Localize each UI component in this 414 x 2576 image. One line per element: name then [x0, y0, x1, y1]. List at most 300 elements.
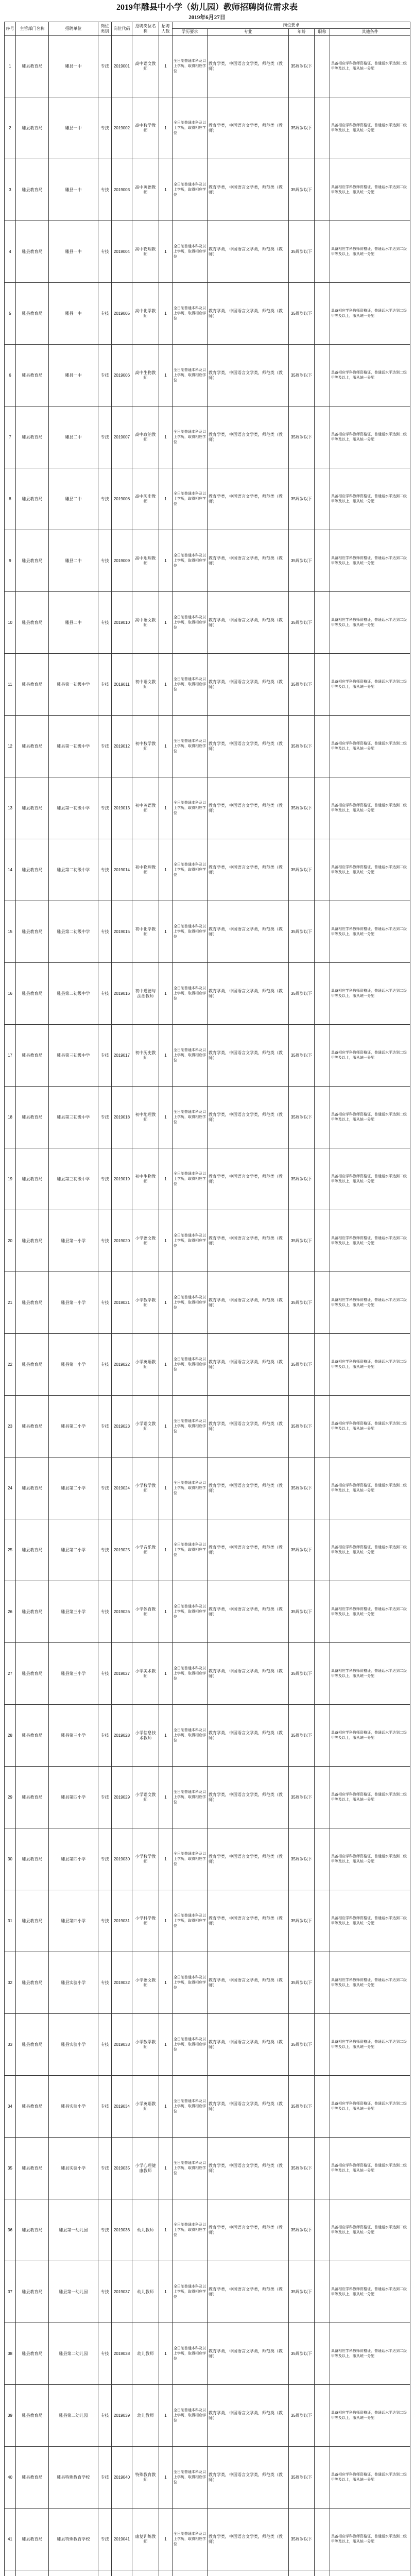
cell-dept: 雕县教育局	[16, 221, 49, 283]
cell-title	[315, 345, 330, 406]
cell-post: 小学英语教师	[132, 2076, 159, 2138]
table-row	[5, 1334, 410, 1396]
cell-count: 1	[159, 468, 173, 530]
cell-unit: 雕县第四小学	[49, 1828, 98, 1890]
cell-no: 11	[5, 654, 16, 716]
table-row	[5, 839, 410, 901]
table-row	[5, 345, 410, 406]
cell-category: 专技	[98, 2509, 112, 2570]
cell-age: 35周岁以下	[289, 283, 315, 345]
cell-count: 1	[159, 1396, 173, 1458]
cell-education: 全日制普通本科及以上学历，取得相应学位	[173, 2199, 208, 2261]
cell-category	[98, 2570, 112, 2576]
cell-count: 1	[159, 592, 173, 654]
cell-post: 初中生物教师	[132, 1148, 159, 1210]
cell-education: 全日制普通本科及以上学历，取得相应学位	[173, 592, 208, 654]
cell-dept: 雕县教育局	[16, 2323, 49, 2385]
cell-category: 专技	[98, 1334, 112, 1396]
table-row	[5, 2323, 410, 2385]
cell-category: 专技	[98, 1148, 112, 1210]
cell-post: 小学美术教师	[132, 1643, 159, 1705]
cell-code: 2019031	[112, 1890, 132, 1952]
cell-dept: 雕县教育局	[16, 2509, 49, 2570]
cell-code: 2019025	[112, 1519, 132, 1581]
cell-post: 幼儿教师	[132, 2323, 159, 2385]
cell-code: 2019004	[112, 221, 132, 283]
cell-education: 全日制普通本科及以上学历，取得相应学位	[173, 97, 208, 159]
cell-unit: 雕县第三小学	[49, 1643, 98, 1705]
table-row	[5, 1458, 410, 1519]
cell-no: 21	[5, 1272, 16, 1334]
cell-unit: 雕县第一小学	[49, 1210, 98, 1272]
cell-other: 具备相应学科教师资格证，普通话水平达到二级甲等及以上，服从统一分配	[330, 2261, 410, 2323]
cell-unit: 雕县第一小学	[49, 1272, 98, 1334]
cell-education: 全日制普通本科及以上学历，取得相应学位	[173, 1396, 208, 1458]
cell-age: 35周岁以下	[289, 1025, 315, 1087]
cell-code: 2019035	[112, 2138, 132, 2199]
cell-no: 2	[5, 97, 16, 159]
cell-major: 教育学类，中国语言文学类，师范类（教师）	[208, 1148, 289, 1210]
cell-post: 康复训练教师	[132, 2509, 159, 2570]
cell-other: 具备相应学科教师资格证，普通话水平达到二级甲等及以上，服从统一分配	[330, 2323, 410, 2385]
cell-no: 33	[5, 2014, 16, 2076]
cell-major: 教育学类，中国语言文学类，师范类（教师）	[208, 1087, 289, 1148]
cell-count: 1	[159, 1767, 173, 1828]
cell-unit: 雕县第一幼儿园	[49, 2199, 98, 2261]
cell-no: 10	[5, 592, 16, 654]
cell-other: 具备相应学科教师资格证，普通话水平达到二级甲等及以上，服从统一分配	[330, 654, 410, 716]
cell-education: 全日制普通本科及以上学历，取得相应学位	[173, 1767, 208, 1828]
cell-dept: 雕县教育局	[16, 1396, 49, 1458]
cell-dept: 雕县教育局	[16, 468, 49, 530]
table-row	[5, 2447, 410, 2509]
cell-unit	[49, 2570, 98, 2576]
cell-other: 具备相应学科教师资格证，普通话水平达到二级甲等及以上，服从统一分配	[330, 1087, 410, 1148]
cell-category: 专技	[98, 2385, 112, 2447]
cell-post: 幼儿教师	[132, 2199, 159, 2261]
cell-age	[289, 2570, 315, 2576]
cell-unit: 雕县一中	[49, 221, 98, 283]
table-row	[5, 1767, 410, 1828]
cell-no: 14	[5, 839, 16, 901]
cell-no: 37	[5, 2261, 16, 2323]
cell-dept: 雕县教育局	[16, 1890, 49, 1952]
cell-category: 专技	[98, 345, 112, 406]
cell-title	[315, 97, 330, 159]
table-row	[5, 901, 410, 963]
cell-category: 专技	[98, 2014, 112, 2076]
cell-other: 具备相应学科教师资格证，普通话水平达到二级甲等及以上，服从统一分配	[330, 1952, 410, 2014]
cell-dept: 雕县教育局	[16, 2447, 49, 2509]
table-row	[5, 777, 410, 839]
cell-unit: 雕县第二小学	[49, 1458, 98, 1519]
cell-dept: 雕县教育局	[16, 1952, 49, 2014]
cell-category: 专技	[98, 1952, 112, 2014]
cell-unit: 雕县实验小学	[49, 2138, 98, 2199]
table-row	[5, 2138, 410, 2199]
cell-category: 专技	[98, 1025, 112, 1087]
cell-age: 35周岁以下	[289, 2447, 315, 2509]
cell-no: 28	[5, 1705, 16, 1767]
cell-education: 全日制普通本科及以上学历，取得相应学位	[173, 654, 208, 716]
cell-count: 1	[159, 1828, 173, 1890]
cell-category: 专技	[98, 1581, 112, 1643]
cell-title	[315, 1767, 330, 1828]
cell-dept: 雕县教育局	[16, 2199, 49, 2261]
cell-no: 30	[5, 1828, 16, 1890]
cell-other: 具备相应学科教师资格证，普通话水平达到二级甲等及以上，服从统一分配	[330, 716, 410, 777]
cell-education: 全日制普通本科及以上学历，取得相应学位	[173, 283, 208, 345]
cell-post: 小学英语教师	[132, 1334, 159, 1396]
cell-category: 专技	[98, 2076, 112, 2138]
cell-category: 专技	[98, 2138, 112, 2199]
cell-no: 18	[5, 1087, 16, 1148]
cell-no: 8	[5, 468, 16, 530]
cell-title	[315, 2014, 330, 2076]
cell-age: 35周岁以下	[289, 2323, 315, 2385]
cell-title	[315, 1087, 330, 1148]
cell-no: 13	[5, 777, 16, 839]
cell-no: 40	[5, 2447, 16, 2509]
cell-dept: 雕县教育局	[16, 1272, 49, 1334]
cell-post: 小学数学教师	[132, 2014, 159, 2076]
table-row	[5, 716, 410, 777]
table-row	[5, 221, 410, 283]
cell-category: 专技	[98, 468, 112, 530]
recruitment-table	[4, 22, 410, 2576]
cell-post: 小学语文教师	[132, 1396, 159, 1458]
cell-major: 教育学类，中国语言文学类，师范类（教师）	[208, 159, 289, 221]
cell-count: 1	[159, 2385, 173, 2447]
cell-age: 35周岁以下	[289, 1458, 315, 1519]
col-header-education: 学历要求	[173, 29, 208, 36]
cell-no: 9	[5, 530, 16, 592]
cell-other: 具备相应学科教师资格证，普通话水平达到二级甲等及以上，服从统一分配	[330, 1148, 410, 1210]
cell-major: 教育学类，中国语言文学类，师范类（教师）	[208, 2323, 289, 2385]
cell-code: 2019001	[112, 36, 132, 97]
cell-post: 高中数学教师	[132, 97, 159, 159]
cell-age: 35周岁以下	[289, 1148, 315, 1210]
cell-unit: 雕县实验小学	[49, 2076, 98, 2138]
cell-count: 1	[159, 283, 173, 345]
cell-dept: 雕县教育局	[16, 1025, 49, 1087]
cell-major: 教育学类，中国语言文学类，师范类（教师）	[208, 530, 289, 592]
table-row	[5, 1210, 410, 1272]
cell-category: 专技	[98, 1890, 112, 1952]
cell-title	[315, 1890, 330, 1952]
cell-title	[315, 2261, 330, 2323]
cell-unit: 雕县第二小学	[49, 1396, 98, 1458]
col-header-other: 其他条件	[330, 29, 410, 36]
table-row	[5, 2199, 410, 2261]
table-row	[5, 1705, 410, 1767]
cell-education: 全日制普通本科及以上学历，取得相应学位	[173, 1025, 208, 1087]
cell-title	[315, 221, 330, 283]
cell-no: 41	[5, 2509, 16, 2570]
cell-post: 小学语文教师	[132, 1952, 159, 2014]
cell-no: 29	[5, 1767, 16, 1828]
cell-post: 幼儿教师	[132, 2261, 159, 2323]
cell-category: 专技	[98, 654, 112, 716]
cell-age: 35周岁以下	[289, 1767, 315, 1828]
cell-age: 35周岁以下	[289, 1087, 315, 1148]
cell-post: 小学数学教师	[132, 1458, 159, 1519]
table-row	[5, 2570, 410, 2576]
cell-no: 22	[5, 1334, 16, 1396]
cell-age: 35周岁以下	[289, 97, 315, 159]
cell-age: 35周岁以下	[289, 468, 315, 530]
cell-category: 专技	[98, 716, 112, 777]
cell-count: 1	[159, 1148, 173, 1210]
cell-post: 高中政治教师	[132, 406, 159, 468]
cell-education: 全日制普通本科及以上学历，取得相应学位	[173, 2014, 208, 2076]
document-title: 2019年雕县中小学（幼儿园）教师招聘岗位需求表	[116, 3, 298, 12]
cell-education: 全日制普通本科及以上学历，取得相应学位	[173, 1581, 208, 1643]
cell-title	[315, 2199, 330, 2261]
cell-education: 全日制普通本科及以上学历，取得相应学位	[173, 1643, 208, 1705]
cell-major: 教育学类，中国语言文学类，师范类（教师）	[208, 654, 289, 716]
cell-unit: 雕县第二小学	[49, 1519, 98, 1581]
cell-code: 2019041	[112, 2509, 132, 2570]
cell-education: 全日制普通本科及以上学历，取得相应学位	[173, 468, 208, 530]
cell-category: 专技	[98, 1767, 112, 1828]
cell-major: 教育学类，中国语言文学类，师范类（教师）	[208, 1828, 289, 1890]
cell-education: 全日制普通本科及以上学历，取得相应学位	[173, 963, 208, 1025]
cell-other: 具备相应学科教师资格证，普通话水平达到二级甲等及以上，服从统一分配	[330, 1334, 410, 1396]
cell-other: 具备相应学科教师资格证，普通话水平达到二级甲等及以上，服从统一分配	[330, 2014, 410, 2076]
cell-no: 26	[5, 1581, 16, 1643]
cell-category: 专技	[98, 963, 112, 1025]
cell-age: 35周岁以下	[289, 406, 315, 468]
cell-other: 具备相应学科教师资格证，普通话水平达到二级甲等及以上，服从统一分配	[330, 1272, 410, 1334]
cell-major: 教育学类，中国语言文学类，师范类（教师）	[208, 777, 289, 839]
table-row	[5, 97, 410, 159]
cell-education: 全日制普通本科及以上学历，取得相应学位	[173, 2447, 208, 2509]
table-row	[5, 1643, 410, 1705]
cell-age: 35周岁以下	[289, 1210, 315, 1272]
cell-dept	[16, 2570, 49, 2576]
cell-code: 2019005	[112, 283, 132, 345]
col-header-category: 岗位类别	[98, 22, 112, 36]
cell-unit: 雕县第二初级中学	[49, 963, 98, 1025]
cell-age: 35周岁以下	[289, 777, 315, 839]
cell-category: 专技	[98, 1272, 112, 1334]
cell-dept: 雕县教育局	[16, 406, 49, 468]
cell-other: 具备相应学科教师资格证，普通话水平达到二级甲等及以上，服从统一分配	[330, 1643, 410, 1705]
cell-title	[315, 963, 330, 1025]
cell-education: 全日制普通本科及以上学历，取得相应学位	[173, 1519, 208, 1581]
cell-major: 教育学类，中国语言文学类，师范类（教师）	[208, 468, 289, 530]
table-row	[5, 1025, 410, 1087]
cell-category: 专技	[98, 1087, 112, 1148]
cell-unit: 雕县特殊教育学校	[49, 2509, 98, 2570]
cell-unit: 雕县一中	[49, 345, 98, 406]
cell-post: 高中英语教师	[132, 159, 159, 221]
cell-major: 教育学类，中国语言文学类，师范类（教师）	[208, 1890, 289, 1952]
cell-age: 35周岁以下	[289, 1581, 315, 1643]
cell-title	[315, 1272, 330, 1334]
cell-post: 初中物理教师	[132, 839, 159, 901]
cell-other: 具备相应学科教师资格证，普通话水平达到二级甲等及以上，服从统一分配	[330, 1210, 410, 1272]
table-row	[5, 1519, 410, 1581]
cell-count: 1	[159, 963, 173, 1025]
cell-unit: 雕县实验小学	[49, 2014, 98, 2076]
cell-dept: 雕县教育局	[16, 530, 49, 592]
cell-count: 1	[159, 1519, 173, 1581]
cell-count: 1	[159, 2509, 173, 2570]
col-header-title: 职称	[315, 29, 330, 36]
cell-other: 具备相应学科教师资格证，普通话水平达到二级甲等及以上，服从统一分配	[330, 2138, 410, 2199]
col-header-dept: 主管部门名称	[16, 22, 49, 36]
cell-major: 教育学类，中国语言文学类，师范类（教师）	[208, 716, 289, 777]
cell-unit: 雕县二中	[49, 406, 98, 468]
col-header-unit: 招聘单位	[49, 22, 98, 36]
cell-count: 1	[159, 2076, 173, 2138]
cell-unit: 雕县第三小学	[49, 1705, 98, 1767]
cell-code: 2019012	[112, 716, 132, 777]
cell-dept: 雕县教育局	[16, 1087, 49, 1148]
cell-education: 全日制普通本科及以上学历，取得相应学位	[173, 2509, 208, 2570]
cell-title	[315, 530, 330, 592]
cell-title	[315, 1334, 330, 1396]
cell-unit: 雕县第三初级中学	[49, 1148, 98, 1210]
cell-category: 专技	[98, 1458, 112, 1519]
cell-other: 具备相应学科教师资格证，普通话水平达到二级甲等及以上，服从统一分配	[330, 1458, 410, 1519]
cell-category: 专技	[98, 2199, 112, 2261]
cell-education: 全日制普通本科及以上学历，取得相应学位	[173, 1890, 208, 1952]
cell-unit: 雕县实验小学	[49, 1952, 98, 2014]
cell-title	[315, 716, 330, 777]
cell-no: 17	[5, 1025, 16, 1087]
table-row	[5, 1952, 410, 2014]
cell-unit: 雕县第二初级中学	[49, 901, 98, 963]
col-header-count: 招聘人数	[159, 22, 173, 36]
cell-category: 专技	[98, 406, 112, 468]
cell-title	[315, 1952, 330, 2014]
cell-other: 具备相应学科教师资格证，普通话水平达到二级甲等及以上，服从统一分配	[330, 1767, 410, 1828]
cell-code: 2019023	[112, 1396, 132, 1458]
cell-major: 教育学类，中国语言文学类，师范类（教师）	[208, 1952, 289, 2014]
cell-post: 初中数学教师	[132, 716, 159, 777]
cell-dept: 雕县教育局	[16, 2014, 49, 2076]
cell-post: 小学数学教师	[132, 1272, 159, 1334]
cell-code: 2019011	[112, 654, 132, 716]
cell-dept: 雕县教育局	[16, 716, 49, 777]
table-row	[5, 2509, 410, 2570]
cell-education: 全日制普通本科及以上学历，取得相应学位	[173, 2261, 208, 2323]
table-row	[5, 654, 410, 716]
cell-education: 全日制普通本科及以上学历，取得相应学位	[173, 2385, 208, 2447]
cell-code: 2019027	[112, 1643, 132, 1705]
cell-age: 35周岁以下	[289, 839, 315, 901]
cell-no: 25	[5, 1519, 16, 1581]
cell-count: 1	[159, 1025, 173, 1087]
cell-post: 高中语文教师	[132, 592, 159, 654]
cell-post: 高中化学教师	[132, 283, 159, 345]
cell-code: 2019026	[112, 1581, 132, 1643]
cell-count: 1	[159, 1952, 173, 2014]
cell-age: 35周岁以下	[289, 2199, 315, 2261]
cell-education: 全日制普通本科及以上学历，取得相应学位	[173, 2076, 208, 2138]
cell-age: 35周岁以下	[289, 1334, 315, 1396]
cell-other: 具备相应学科教师资格证，普通话水平达到二级甲等及以上，服从统一分配	[330, 1705, 410, 1767]
cell-major: 教育学类，中国语言文学类，师范类（教师）	[208, 839, 289, 901]
cell-code	[112, 2570, 132, 2576]
cell-code: 2019003	[112, 159, 132, 221]
cell-other: 具备相应学科教师资格证，普通话水平达到二级甲等及以上，服从统一分配	[330, 2447, 410, 2509]
cell-dept: 雕县教育局	[16, 839, 49, 901]
cell-category: 专技	[98, 1210, 112, 1272]
cell-other: 具备相应学科教师资格证，普通话水平达到二级甲等及以上，服从统一分配	[330, 839, 410, 901]
cell-education: 全日制普通本科及以上学历，取得相应学位	[173, 2323, 208, 2385]
cell-age: 35周岁以下	[289, 716, 315, 777]
cell-unit: 雕县第二初级中学	[49, 839, 98, 901]
cell-unit: 雕县第三初级中学	[49, 1025, 98, 1087]
cell-no: 32	[5, 1952, 16, 2014]
cell-unit: 雕县第四小学	[49, 1767, 98, 1828]
cell-code: 2019028	[112, 1705, 132, 1767]
cell-code: 2019021	[112, 1272, 132, 1334]
cell-code: 2019034	[112, 2076, 132, 2138]
cell-age: 35周岁以下	[289, 1705, 315, 1767]
cell-code: 2019037	[112, 2261, 132, 2323]
cell-major: 教育学类，中国语言文学类，师范类（教师）	[208, 221, 289, 283]
cell-dept: 雕县教育局	[16, 1767, 49, 1828]
cell-age: 35周岁以下	[289, 2385, 315, 2447]
cell-title	[315, 1519, 330, 1581]
cell-dept: 雕县教育局	[16, 36, 49, 97]
cell-dept: 雕县教育局	[16, 2385, 49, 2447]
cell-title	[315, 654, 330, 716]
cell-major: 教育学类，中国语言文学类，师范类（教师）	[208, 1458, 289, 1519]
cell-education: 全日制普通本科及以上学历，取得相应学位	[173, 1458, 208, 1519]
cell-education: 全日制普通本科及以上学历，取得相应学位	[173, 1705, 208, 1767]
cell-post: 小学语文教师	[132, 1210, 159, 1272]
cell-other: 具备相应学科教师资格证，普通话水平达到二级甲等及以上，服从统一分配	[330, 1396, 410, 1458]
cell-unit: 雕县第二幼儿园	[49, 2385, 98, 2447]
cell-code: 2019036	[112, 2199, 132, 2261]
cell-other: 具备相应学科教师资格证，普通话水平达到二级甲等及以上，服从统一分配	[330, 777, 410, 839]
table-row	[5, 2385, 410, 2447]
cell-category: 专技	[98, 221, 112, 283]
cell-title	[315, 777, 330, 839]
cell-other: 具备相应学科教师资格证，普通话水平达到二级甲等及以上，服从统一分配	[330, 530, 410, 592]
cell-count: 1	[159, 221, 173, 283]
cell-title	[315, 1210, 330, 1272]
cell-code: 2019018	[112, 1087, 132, 1148]
cell-post: 幼儿教师	[132, 2385, 159, 2447]
cell-count: 1	[159, 2138, 173, 2199]
cell-other: 具备相应学科教师资格证，普通话水平达到二级甲等及以上，服从统一分配	[330, 2199, 410, 2261]
cell-education: 全日制普通本科及以上学历，取得相应学位	[173, 1210, 208, 1272]
cell-count: 1	[159, 1087, 173, 1148]
cell-count: 1	[159, 159, 173, 221]
table-row	[5, 2014, 410, 2076]
cell-title	[315, 1148, 330, 1210]
cell-no: 5	[5, 283, 16, 345]
cell-education: 全日制普通本科及以上学历，取得相应学位	[173, 221, 208, 283]
cell-no: 36	[5, 2199, 16, 2261]
cell-post: 初中语文教师	[132, 654, 159, 716]
cell-count: 1	[159, 901, 173, 963]
cell-no: 20	[5, 1210, 16, 1272]
cell-age: 35周岁以下	[289, 530, 315, 592]
cell-post: 小学音乐教师	[132, 1519, 159, 1581]
cell-count: 1	[159, 1210, 173, 1272]
cell-age: 35周岁以下	[289, 592, 315, 654]
cell-major: 教育学类，中国语言文学类，师范类（教师）	[208, 1025, 289, 1087]
cell-no: 3	[5, 159, 16, 221]
